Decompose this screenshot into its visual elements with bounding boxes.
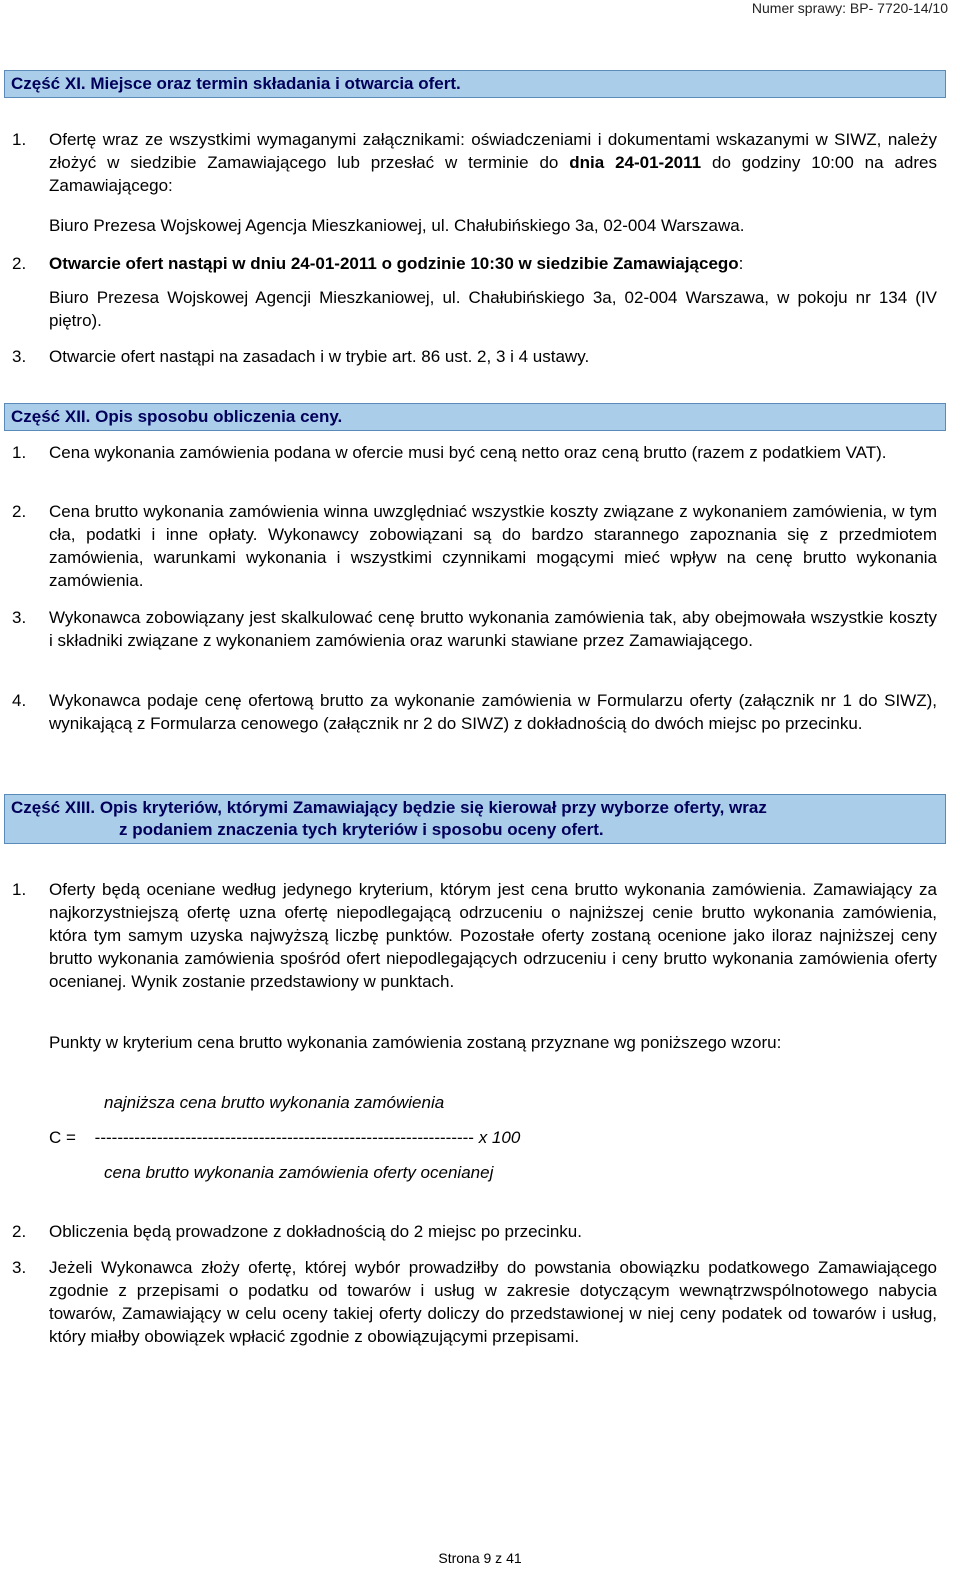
list-number: 2.: [12, 1222, 27, 1241]
paragraph-text: [49, 128, 937, 197]
s12-paragraph-1: [12, 441, 937, 464]
list-number: 4.: [12, 691, 27, 710]
deadline-date: dnia 24-01-2011: [569, 153, 702, 172]
s12-paragraph-2: [12, 500, 937, 592]
formula-lhs: C =: [49, 1128, 76, 1147]
list-number: 3.: [12, 608, 27, 627]
formula-denominator: cena brutto wykonania zamówienia oferty ocenianej: [104, 1163, 494, 1182]
section-xiii-title-line-2: z podaniem znaczenia tych kryteriów i sposobu oceny ofert.: [119, 820, 604, 839]
list-number: 2.: [12, 254, 27, 273]
formula-multiplier: x 100: [473, 1128, 521, 1147]
section-xii-title: Część XII. Opis sposobu obliczenia ceny.: [11, 407, 343, 426]
formula-fraction-bar: -------------------------------------------------------------------: [94, 1128, 474, 1147]
section-xiii-heading: [4, 794, 946, 844]
opening-date-text: Otwarcie ofert nastąpi w dniu 24-01-2011 o godzinie 10:30 w siedzibie Zamawiającego: [49, 254, 739, 273]
paragraph-text: Obliczenia będą prowadzone z dokładnością do 2 miejsc po przecinku.: [49, 1222, 582, 1241]
paragraph-text: Oferty będą oceniane według jedynego kryterium, którym jest cena brutto wykonania zamówienia. Zamawiający za najkorzystniejszą ofertę uzna ofertę niepodlegającą odrzuceniu o najniższej cenie brutto wykonania zamówienia, która tym samym uzyska najwyższą liczbę punktów. Pozostałe oferty zostaną ocenione jako iloraz najniższej ceny brutto wykonania zamówienia spośród ofert niepodlegających odrzuceniu i ceny brutto wykonania zamówienia oferty ocenianej. Wynik zostanie przedstawiony w punktach.: [49, 880, 937, 991]
paragraph-text: Cena brutto wykonania zamówienia winna uwzględniać wszystkie koszty związane z wykonaniem zamówienia, w tym cła, podatki i inne opłaty. Wykonawcy zobowiązani są do bardzo starannego zapoznania się z przedmiotem zamówienia, warunkami wykonania i wszystkimi czynnikami mogącymi mieć wpływ na cenę brutto wykonania zamówienia.: [49, 502, 937, 590]
s13-paragraph-2: [12, 1220, 937, 1243]
list-number: 2.: [12, 502, 27, 521]
s12-paragraph-3: [12, 606, 937, 652]
s12-paragraph-4: [12, 689, 937, 735]
list-number: 1.: [12, 880, 27, 899]
s11-paragraph-2: [12, 252, 937, 275]
formula-intro: Punkty w kryterium cena brutto wykonania zamówienia zostaną przyznane wg poniższego wzoru:: [49, 1033, 782, 1052]
s11-address-1: Biuro Prezesa Wojskowej Agencja Mieszkaniowej, ul. Chałubińskiego 3a, 02-004 Warszawa.: [49, 216, 745, 235]
list-number: 1.: [12, 130, 27, 149]
list-number: 1.: [12, 443, 27, 462]
section-xii-heading: [4, 403, 946, 431]
paragraph-text: Otwarcie ofert nastąpi na zasadach i w trybie art. 86 ust. 2, 3 i 4 ustawy.: [49, 347, 590, 366]
case-number: Numer sprawy: BP- 7720-14/10: [751, 0, 948, 16]
s11-paragraph-1: [12, 128, 937, 197]
s11-paragraph-3: [12, 345, 937, 368]
paragraph-text: Wykonawca zobowiązany jest skalkulować cenę brutto wykonania zamówienia tak, aby obejmowała wszystkie koszty i składniki związane z wykonaniem zamówienia oraz warunki stawiane przez Zamawiającego.: [49, 608, 937, 650]
section-xiii-title-line-1: Część XIII. Opis kryteriów, którymi Zamawiający będzie się kierował przy wyborze oferty, wraz: [11, 798, 767, 817]
text-run: Ofertę wraz ze wszystkimi wymaganymi załącznikami: oświadczeniami i dokumentami wskazanymi w SIWZ, należy złożyć w siedzibie Zamawiającego lub przesłać w terminie do: [49, 130, 937, 172]
formula-line: [49, 1126, 520, 1149]
formula-numerator: najniższa cena brutto wykonania zamówienia: [104, 1093, 445, 1112]
paragraph-text: Wykonawca podaje cenę ofertową brutto za wykonanie zamówienia w Formularzu oferty (załącznik nr 1 do SIWZ), wynikającą z Formularza cenowego (załącznik nr 2 do SIWZ) z dokładnością do dwóch miejsc po przecinku.: [49, 691, 937, 733]
text-run: do godziny 10:00 na adres Zamawiającego:: [49, 153, 937, 195]
s13-paragraph-1: [12, 878, 937, 993]
paragraph-text: Jeżeli Wykonawca złoży ofertę, której wybór prowadziłby do powstania obowiązku podatkowego Zamawiającego zgodnie z przepisami o podatku od towarów i usług w zakresie dotyczącym wewnątrzwspólnotowego nabycia towarów, Zamawiający w celu oceny takiej oferty doliczy do przedstawionej w niej ceny podatek od towarów i usług, który miałby obowiązek wpłacić zgodnie z obowiązującymi przepisami.: [49, 1258, 937, 1346]
s11-address-2: Biuro Prezesa Wojskowej Agencji Mieszkaniowej, ul. Chałubińskiego 3a, 02-004 Warszawa, w pokoju nr 134 (IV piętro).: [49, 288, 937, 330]
paragraph-text: [49, 252, 937, 275]
section-xi-heading: [4, 70, 946, 98]
text-run: :: [738, 254, 744, 273]
page-number: Strona 9 z 41: [438, 1550, 522, 1566]
s13-paragraph-3: [12, 1256, 937, 1348]
paragraph-text: Cena wykonania zamówienia podana w ofercie musi być ceną netto oraz ceną brutto (razem z podatkiem VAT).: [49, 443, 887, 462]
list-number: 3.: [12, 347, 27, 366]
list-number: 3.: [12, 1258, 27, 1277]
section-xi-title: Część XI. Miejsce oraz termin składania i otwarcia ofert.: [11, 74, 461, 93]
